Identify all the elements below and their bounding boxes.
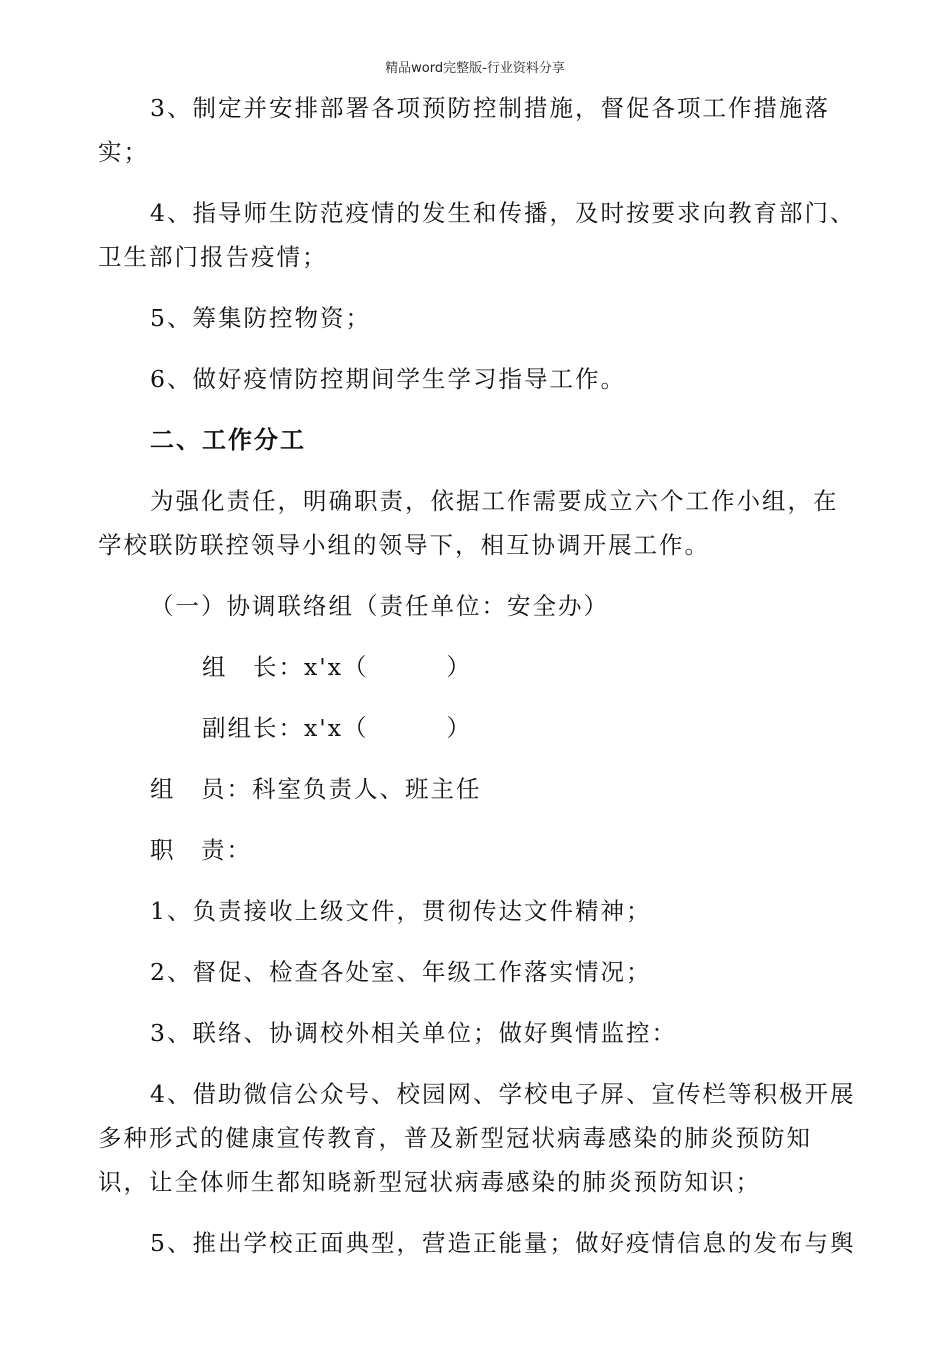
duties-label: 职 责：	[150, 836, 252, 864]
deputy-leader-value: x'x（	[304, 714, 369, 742]
page-header: 精品word完整版-行业资料分享	[385, 61, 565, 76]
group-leader-label: 组 长：	[202, 653, 304, 681]
group-duty-1: 1、负责接收上级文件，贯彻传达文件精神；	[150, 897, 652, 925]
group-duty-5: 5、推出学校正面典型，营造正能量；做好疫情信息的发布与舆	[150, 1229, 856, 1257]
group-leader-line	[98, 645, 858, 689]
group-leader-value: x'x（	[304, 653, 369, 681]
duty-item-4: 4、指导师生防范疫情的发生和传播，及时按要求向教育部门、卫生部门报告疫情；	[98, 199, 856, 271]
duty-item-3: 3、制定并安排部署各项预防控制措施，督促各项工作措施落实；	[98, 94, 830, 166]
document-body	[98, 86, 858, 1282]
group-members-line: 组 员：科室负责人、班主任	[150, 775, 482, 803]
deputy-leader-label: 副组长：	[202, 714, 304, 742]
group-duty-3: 3、联络、协调校外相关单位；做好舆情监控：	[150, 1019, 677, 1047]
section-intro: 为强化责任，明确职责，依据工作需要成立六个工作小组，在学校联防联控领导小组的领导下，相互协调开展工作。	[98, 487, 839, 559]
deputy-leader-line	[98, 706, 858, 750]
group-duty-4: 4、借助微信公众号、校园网、学校电子屏、宣传栏等积极开展多种形式的健康宣传教育，普及新型冠状病毒感染的肺炎预防知识，让全体师生都知晓新型冠状病毒感染的肺炎预防知识；	[98, 1080, 856, 1196]
section-heading: 二、工作分工	[150, 426, 306, 454]
group-title: （一）协调联络组（责任单位：安全办）	[150, 592, 609, 620]
group-leader-close: ）	[446, 653, 472, 681]
deputy-leader-close: ）	[446, 714, 472, 742]
duty-item-6: 6、做好疫情防控期间学生学习指导工作。	[150, 365, 626, 393]
duty-item-5: 5、筹集防控物资；	[150, 304, 371, 332]
group-duty-2: 2、督促、检查各处室、年级工作落实情况；	[150, 958, 652, 986]
